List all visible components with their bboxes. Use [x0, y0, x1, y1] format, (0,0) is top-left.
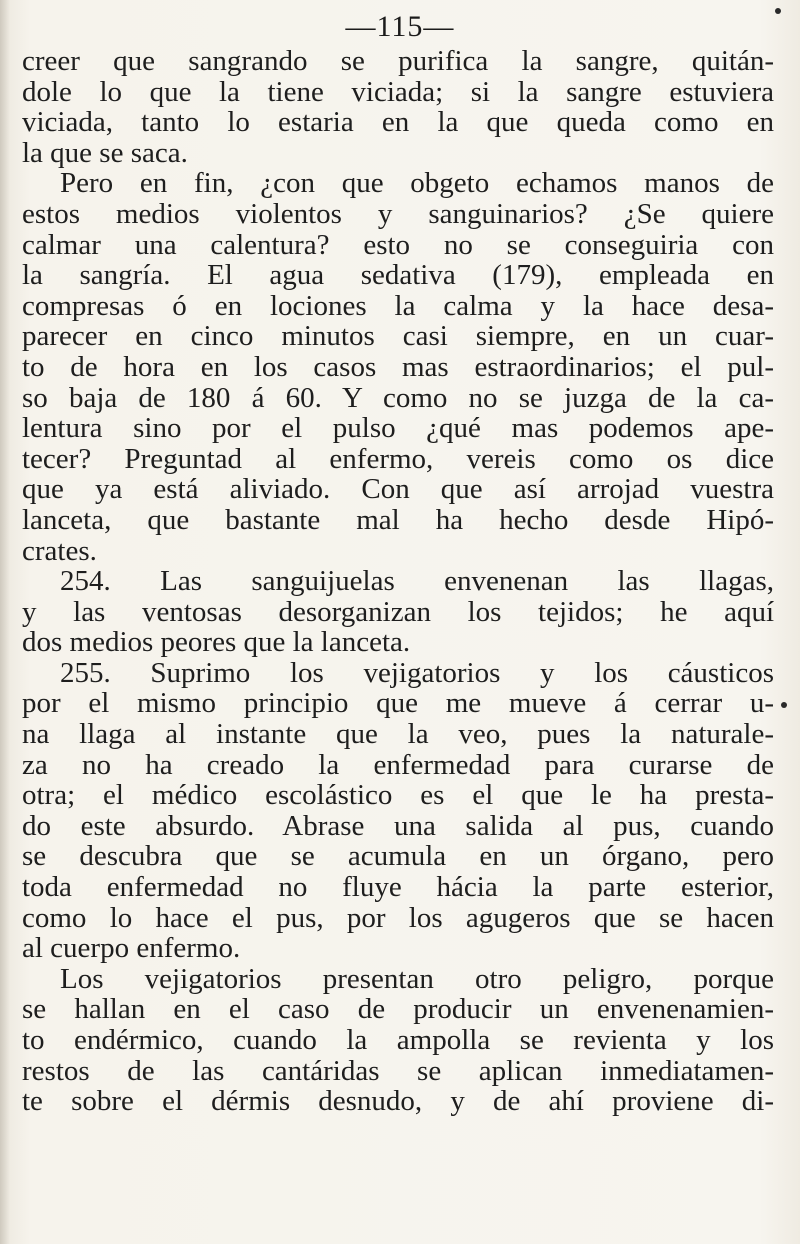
text-line: se descubra que se acumula en un órgano, pero [22, 841, 774, 873]
text-line: compresas ó en lociones la calma y la hace desa- [22, 290, 774, 322]
text-line: na llaga al instante que la veo, pues la naturale- [22, 719, 774, 750]
text-line: tecer? Preguntad al enfermo, vereis como os dice [22, 443, 774, 475]
text-line: la sangría. El agua sedativa (179), empleada en [22, 260, 774, 291]
text-line: dos medios peores que la lanceta. [22, 627, 411, 658]
text-line: la que se saca. [22, 137, 188, 169]
text-line: se hallan en el caso de producir un envenenamien- [22, 994, 774, 1025]
text-line: que ya está aliviado. Con que así arrojad vuestra [22, 474, 774, 505]
text-line: crates. [22, 535, 97, 567]
text-line: Los vejigatorios presentan otro peligro, porque [60, 963, 774, 995]
text-line: toda enfermedad no fluye hácia la parte esterior, [22, 872, 774, 903]
text-line: to endérmico, cuando la ampolla se revienta y los [22, 1025, 774, 1056]
text-line: lentura sino por el pulso ¿qué mas podemos ape- [22, 413, 774, 444]
text-line: parecer en cinco minutos casi siempre, en un cuar- [22, 321, 774, 352]
text-line: y las ventosas desorganizan los tejidos; he aquí [22, 596, 774, 628]
text-line: al cuerpo enfermo. [22, 933, 241, 964]
text-line: do este absurdo. Abrase una salida al pus, cuando [22, 810, 774, 842]
page-number: —115— [345, 10, 455, 43]
text-line: como lo hace el pus, por los agugeros que se hacen [22, 902, 774, 934]
gutter-shadow [0, 0, 10, 1244]
text-line: te sobre el dérmis desnudo, y de ahí proviene di- [22, 1086, 774, 1117]
text-line: dole lo que la tiene viciada; si la sangre estuviera [22, 76, 774, 108]
text-line: lanceta, que bastante mal ha hecho desde Hipó- [22, 504, 774, 536]
text-line: creer que sangrando se purifica la sangre, quitán- [22, 46, 774, 77]
text-line: por el mismo principio que me mueve á cerrar u- [22, 688, 774, 720]
text-line: za no ha creado la enfermedad para curarse de [22, 749, 774, 781]
body-text [22, 46, 774, 1117]
text-line: so baja de 180 á 60. Y como no se juzga de la ca- [22, 382, 774, 414]
text-line: viciada, tanto lo estaria en la que queda como en [22, 107, 774, 138]
text-line: otra; el médico escolástico es el que le ha presta- [22, 780, 774, 811]
ink-speck [781, 702, 787, 708]
text-line: to de hora en los casos mas estraordinarios; el pul- [22, 351, 774, 383]
text-line: estos medios violentos y sanguinarios? ¿Se quiere [22, 198, 774, 230]
text-line: Pero en fin, ¿con que obgeto echamos manos de [60, 168, 774, 199]
text-line: restos de las cantáridas se aplican inmediatamen- [22, 1055, 774, 1087]
text-line: calmar una calentura? esto no se conseguiria con [22, 229, 774, 261]
text-line: 255. Suprimo los vejigatorios y los cáusticos [60, 657, 774, 689]
text-line: 254. Las sanguijuelas envenenan las llagas, [60, 566, 774, 597]
